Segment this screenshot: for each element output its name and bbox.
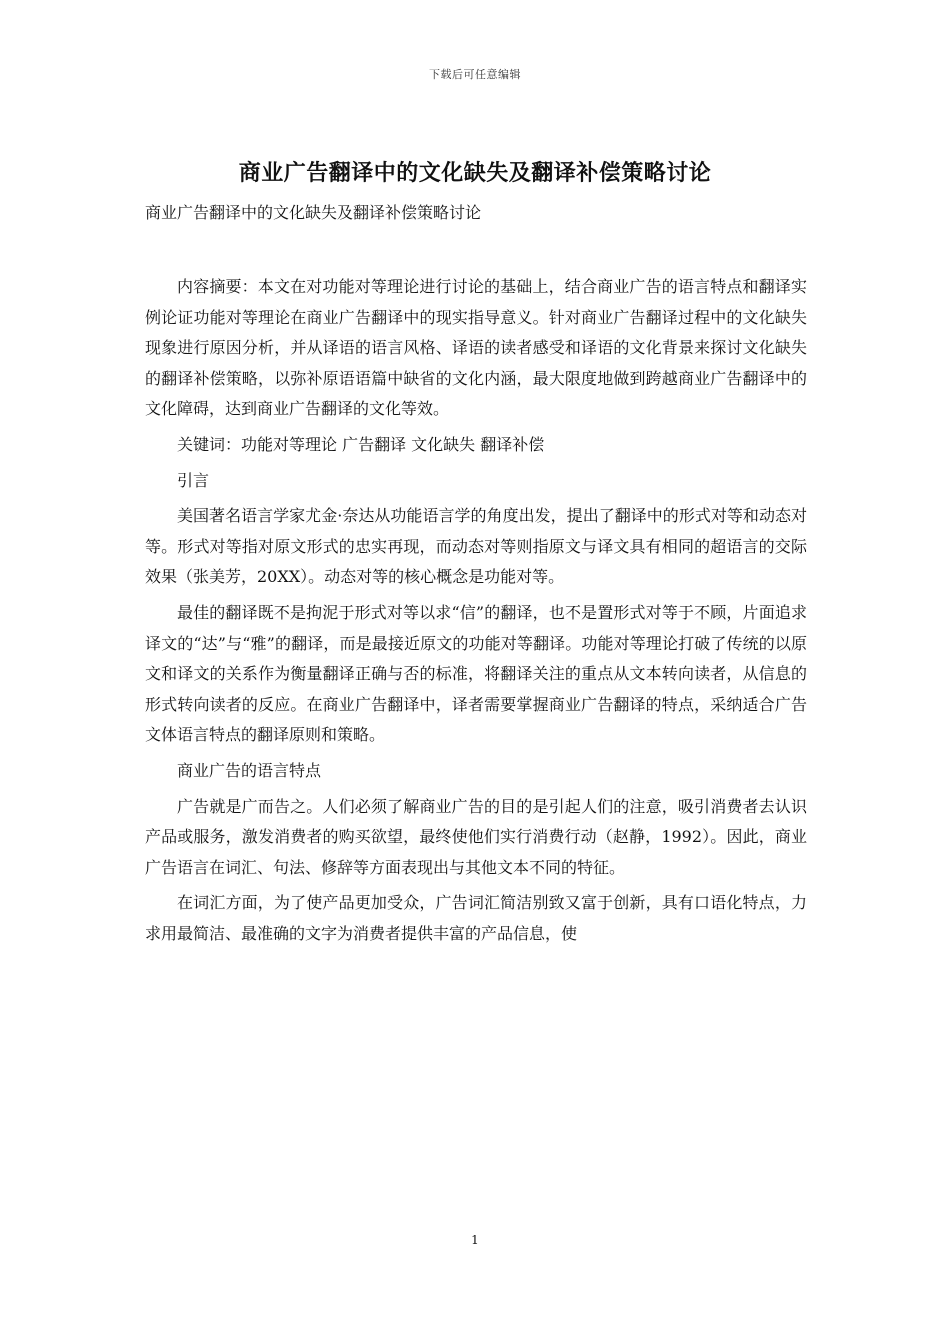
intro-paragraph-1: 美国著名语言学家尤金·奈达从功能语言学的角度出发，提出了翻译中的形式对等和动态对等。形式对等指对原文形式的忠实再现，而动态对等则指原文与译文具有相同的超语言的交际效果（张美芳，20XX）。动态对等的核心概念是功能对等。 [145, 506, 807, 587]
features-paragraph-2: 在词汇方面，为了使产品更加受众，广告词汇简洁别致又富于创新，具有口语化特点，力求用最简洁、最准确的文字为消费者提供丰富的产品信息，使 [145, 893, 807, 943]
header-note: 下载后可任意编辑 [429, 68, 521, 81]
document-subtitle: 商业广告翻译中的文化缺失及翻译补偿策略讨论 [145, 203, 482, 222]
section-heading-intro: 引言 [177, 470, 210, 490]
page-number: 1 [471, 1233, 479, 1247]
section-heading-features: 商业广告的语言特点 [177, 760, 322, 780]
features-paragraph-1: 广告就是广而告之。人们必须了解商业广告的目的是引起人们的注意，吸引消费者去认识产品或服务，激发消费者的购买欲望，最终使他们实行消费行动（赵静，1992）。因此，商业广告语言在词汇、句法、修辞等方面表现出与其他文本不同的特征。 [145, 796, 807, 877]
intro-paragraph-2: 最佳的翻译既不是拘泥于形式对等以求“信”的翻译，也不是置形式对等于不顾，片面追求译文的“达”与“雅”的翻译，而是最接近原文的功能对等翻译。功能对等理论打破了传统的以原文和译文的关系作为衡量翻译正确与否的标准，将翻译关注的重点从文本转向读者，从信息的形式转向读者的反应。在商业广告翻译中，译者需要掌握商业广告翻译的特点，采纳适合广告文体语言特点的翻译原则和策略。 [145, 602, 807, 745]
abstract-paragraph: 内容摘要：本文在对功能对等理论进行讨论的基础上，结合商业广告的语言特点和翻译实例论证功能对等理论在商业广告翻译中的现实指导意义。针对商业广告翻译过程中的文化缺失现象进行原因分析，并从译语的语言风格、译语的读者感受和译语的文化背景来探讨文化缺失的翻译补偿策略，以弥补原语语篇中缺省的文化内涵，最大限度地做到跨越商业广告翻译中的文化障碍，达到商业广告翻译的文化等效。 [145, 277, 807, 419]
document-body [145, 272, 807, 949]
keywords-line: 关键词：功能对等理论 广告翻译 文化缺失 翻译补偿 [177, 434, 545, 454]
document-title: 商业广告翻译中的文化缺失及翻译补偿策略讨论 [238, 160, 712, 186]
